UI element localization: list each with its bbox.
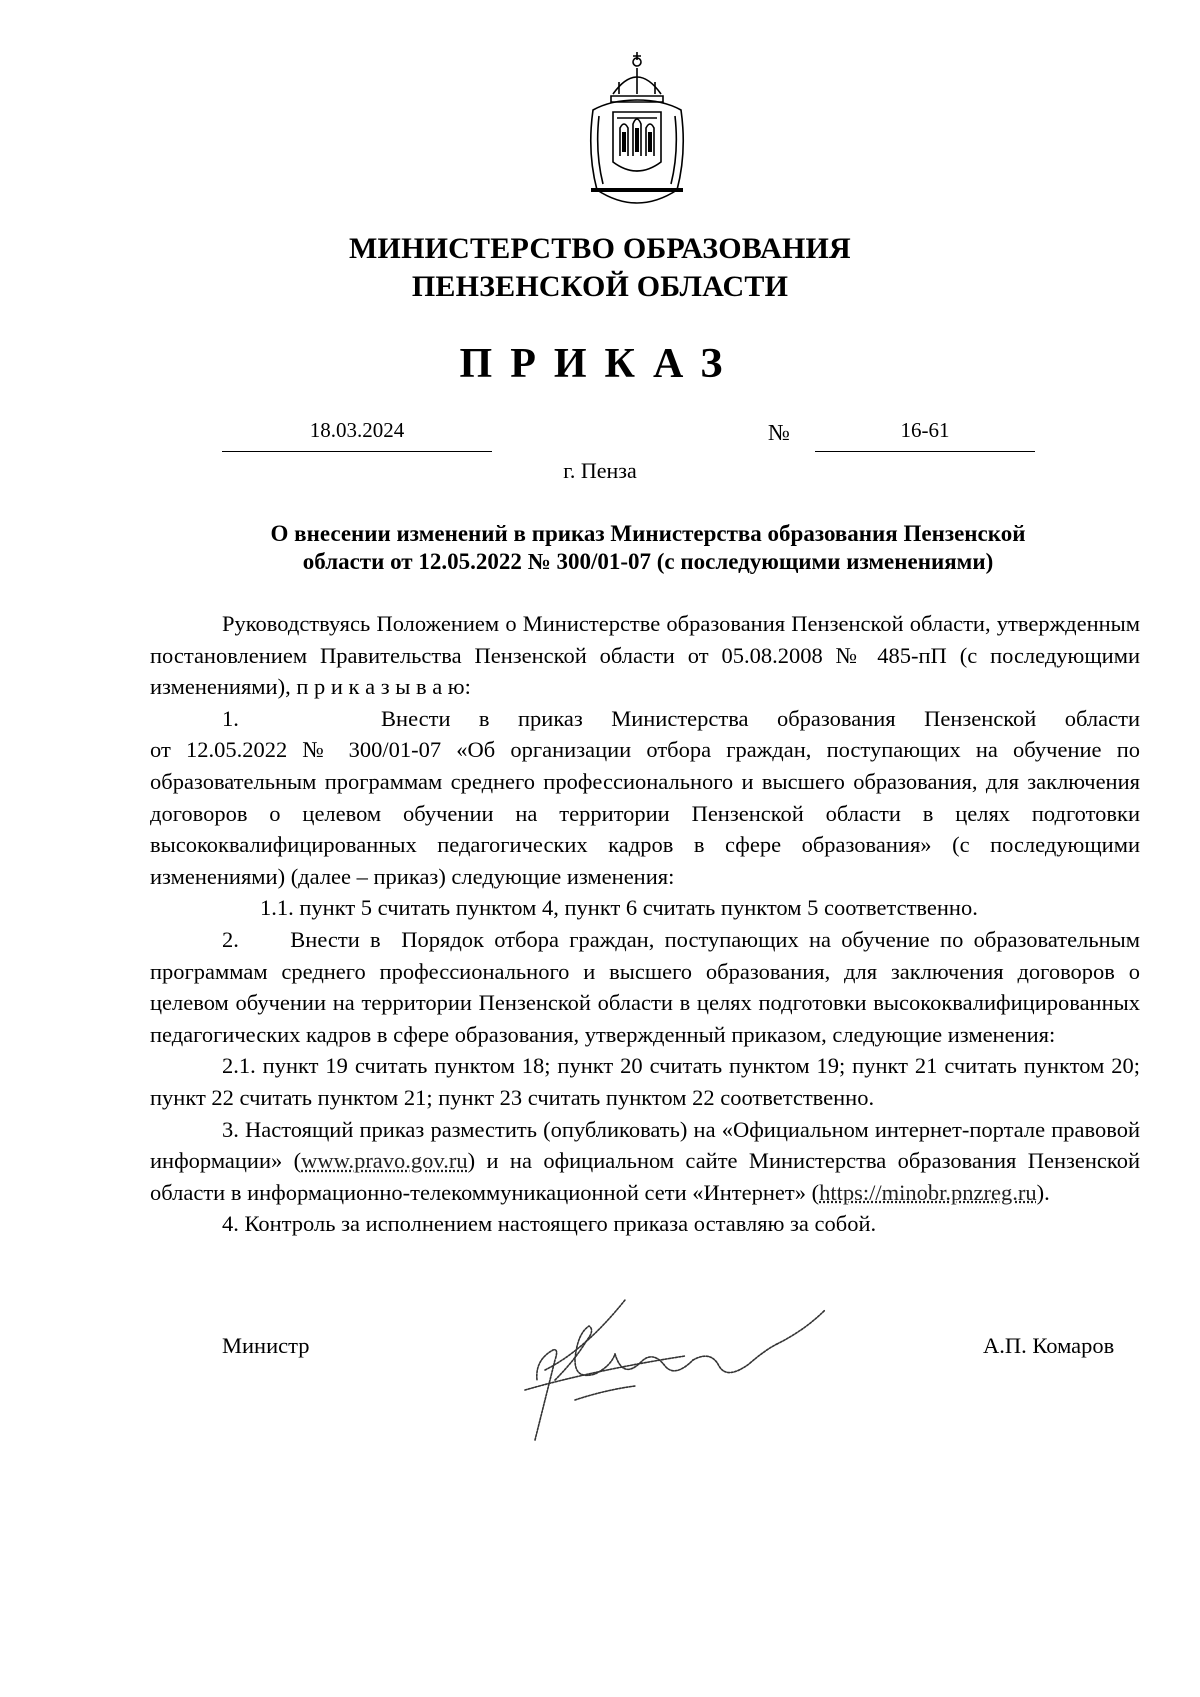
signatory-name: А.П. Комаров	[983, 1333, 1115, 1358]
number-underline	[815, 451, 1035, 452]
clause-4: 4. Контроль за исполнением настоящего приказа оставляю за собой.	[222, 1211, 877, 1237]
order-title-line2: области от 12.05.2022 № 300/01-07 (с последующими изменениями)	[302, 549, 994, 574]
order-body	[150, 608, 1140, 1240]
preamble: Руководствуясь Положением о Министерстве образования Пензенской области, утвержденным постановлением Правительства Пензенской области от 05.08.2008 № 485-пП (с последующими изменениями), п р и к а з ы в а ю:	[150, 611, 1140, 700]
order-date: 18.03.2024	[309, 418, 405, 442]
order-number: 16-61	[900, 418, 950, 442]
coat-of-arms-icon	[583, 52, 691, 212]
clause-2: 2. Внести в Порядок отбора граждан, поступающих на обучение по образовательным программам среднего профессионального и высшего образования, для заключения договоров о целевом обучении на территории Пензенской области в целях подготовки высококвалифицированных педагогических кадров в сфере образования, утвержденный приказом, следующие изменения:	[150, 926, 1140, 1047]
clause-1-lead: 1. Внести в приказ Министерства образования Пензенской области	[222, 705, 1140, 731]
organization-name-line2: ПЕНЗЕНСКОЙ ОБЛАСТИ	[411, 270, 789, 303]
signatory-role: Министр	[222, 1333, 310, 1358]
clause-3	[150, 1114, 1140, 1209]
clause-3-part-b: ) и на официальном сайте Министерства образования Пензенской области в информационно-телекоммуникационной сети «Интернет» (	[150, 1148, 1140, 1205]
clause-3-part-a: 3. Настоящий приказ разместить (опубликовать) на «Официальном интернет-портале правовой информации» (	[150, 1116, 1140, 1174]
clause-1-text: от 12.05.2022 № 300/01-07 «Об организации отбора граждан, поступающих на обучение по образовательным программам среднего профессионального и высшего образования, для заключения договоров о целевом обучении на территории Пензенской области в целях подготовки высококвалифицированных педагогических кадров в сфере образования» (с последующими изменениями) (далее – приказ) следующие изменения:	[150, 737, 1140, 889]
date-underline	[222, 451, 492, 452]
minobr-site-link[interactable]: https://minobr.pnzreg.ru	[819, 1179, 1037, 1205]
organization-name-line1: МИНИСТЕРСТВО ОБРАЗОВАНИЯ	[349, 232, 851, 265]
number-sign: №	[768, 420, 790, 445]
handwritten-signature	[515, 1290, 845, 1450]
clause-1-1: 1.1. пункт 5 считать пунктом 4, пункт 6 считать пунктом 5 соответственно.	[260, 895, 978, 921]
clause-2-1: 2.1. пункт 19 считать пунктом 18; пункт 20 считать пунктом 19; пункт 21 считать пунктом 20; пункт 22 считать пунктом 21; пункт 23 считать пунктом 22 соответственно.	[150, 1053, 1140, 1110]
clause-3-part-c: ).	[1036, 1179, 1050, 1205]
order-title-line1: О внесении изменений в приказ Министерства образования Пензенской	[270, 521, 1026, 546]
document-type: ПРИКАЗ	[459, 341, 741, 387]
order-title	[178, 520, 1118, 576]
pravo-gov-link[interactable]: www.pravo.gov.ru	[301, 1148, 468, 1174]
city: г. Пенза	[563, 458, 637, 483]
